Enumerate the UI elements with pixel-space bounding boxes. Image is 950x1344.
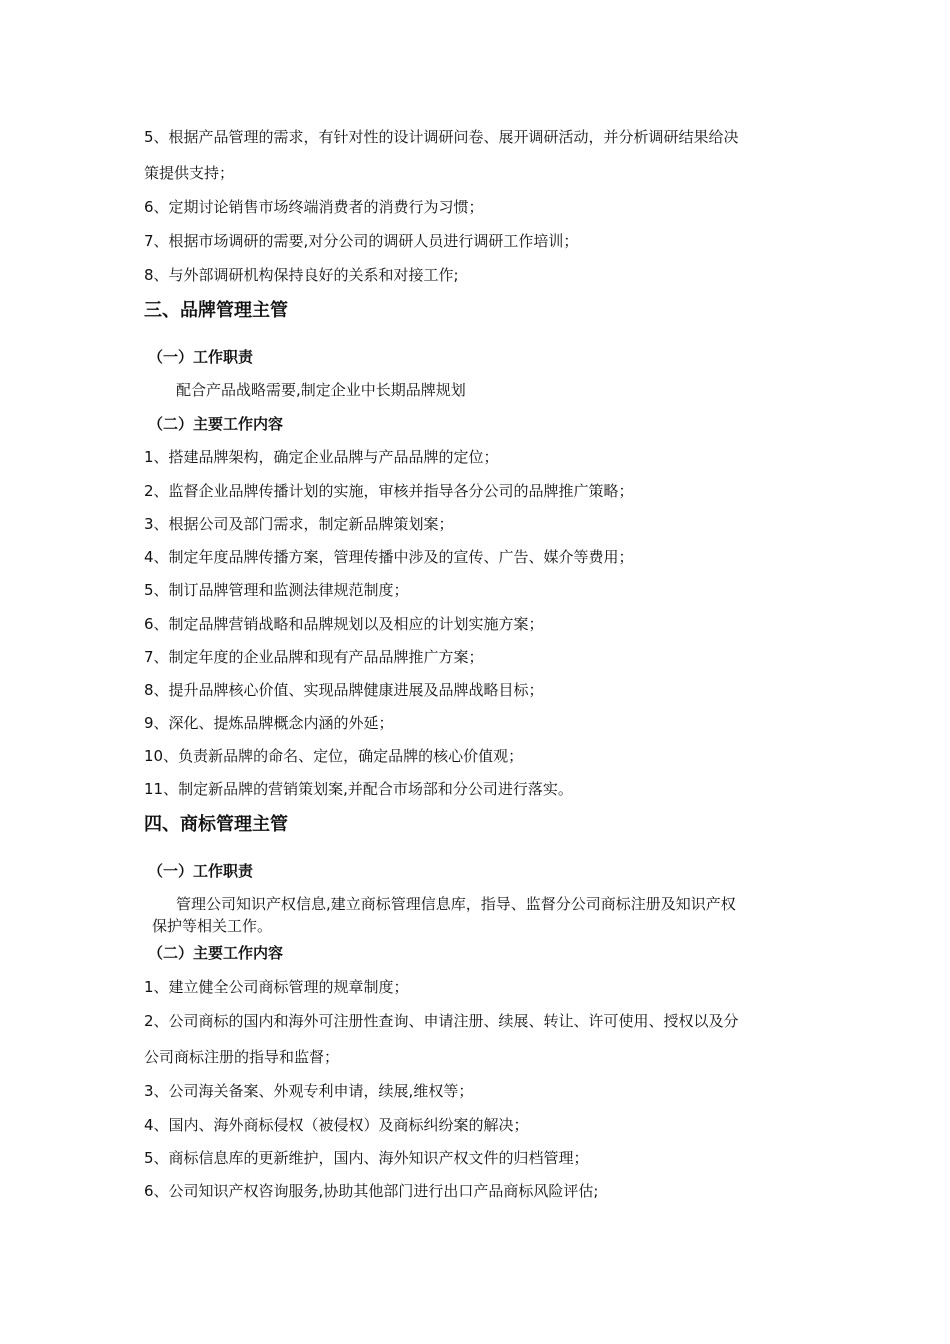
list-item: 11、制定新品牌的营销策划案,并配合市场部和分公司进行落实。 — [144, 780, 573, 798]
list-item: 2、公司商标的国内和海外可注册性查询、申请注册、续展、转让、许可使用、授权以及分 — [144, 1012, 739, 1030]
list-item: 公司商标注册的指导和监督； — [144, 1048, 340, 1066]
list-item: 4、国内、海外商标侵权（被侵权）及商标纠纷案的解决； — [144, 1116, 529, 1134]
subsection-heading: （一）工作职责 — [148, 862, 254, 880]
list-item: 6、公司知识产权咨询服务,协助其他部门进行出口产品商标风险评估; — [144, 1182, 599, 1200]
list-item: 7、制定年度的企业品牌和现有产品品牌推广方案； — [144, 648, 484, 666]
list-item: 策提供支持； — [144, 164, 235, 182]
section-title: 三、品牌管理主管 — [144, 300, 288, 321]
subsection-heading: （二）主要工作内容 — [148, 415, 284, 433]
list-item: 10、负责新品牌的命名、定位，确定品牌的核心价值观； — [144, 747, 524, 765]
paragraph: 配合产品战略需要,制定企业中长期品牌规划 — [176, 381, 466, 399]
list-item: 8、提升品牌核心价值、实现品牌健康进展及品牌战略目标； — [144, 681, 544, 699]
paragraph: 管理公司知识产权信息,建立商标管理信息库，指导、监督分公司商标注册及知识产权 — [176, 895, 736, 913]
list-item: 6、定期讨论销售市场终端消费者的消费行为习惯； — [144, 198, 484, 216]
list-item: 3、根据公司及部门需求，制定新品牌策划案； — [144, 515, 454, 533]
list-item: 6、制定品牌营销战略和品牌规划以及相应的计划实施方案； — [144, 615, 544, 633]
subsection-heading: （一）工作职责 — [148, 348, 254, 366]
list-item: 1、建立健全公司商标管理的规章制度； — [144, 978, 409, 996]
list-item: 1、搭建品牌架构，确定企业品牌与产品品牌的定位； — [144, 448, 499, 466]
subsection-heading: （二）主要工作内容 — [148, 944, 284, 962]
list-item: 7、根据市场调研的需要,对分公司的调研人员进行调研工作培训； — [144, 232, 579, 250]
list-item: 5、根据产品管理的需求，有针对性的设计调研问卷、展开调研活动，并分析调研结果给决 — [144, 128, 739, 146]
list-item: 5、制订品牌管理和监测法律规范制度； — [144, 581, 409, 599]
list-item: 9、深化、提炼品牌概念内涵的外延； — [144, 714, 394, 732]
list-item: 5、商标信息库的更新维护，国内、海外知识产权文件的归档管理； — [144, 1149, 589, 1167]
paragraph: 保护等相关工作。 — [152, 917, 273, 935]
list-item: 2、监督企业品牌传播计划的实施，审核并指导各分公司的品牌推广策略； — [144, 482, 634, 500]
list-item: 8、与外部调研机构保持良好的关系和对接工作; — [144, 266, 459, 284]
section-title: 四、商标管理主管 — [144, 814, 288, 835]
list-item: 3、公司海关备案、外观专利申请，续展,维权等； — [144, 1082, 474, 1100]
list-item: 4、制定年度品牌传播方案，管理传播中涉及的宣传、广告、媒介等费用； — [144, 548, 634, 566]
